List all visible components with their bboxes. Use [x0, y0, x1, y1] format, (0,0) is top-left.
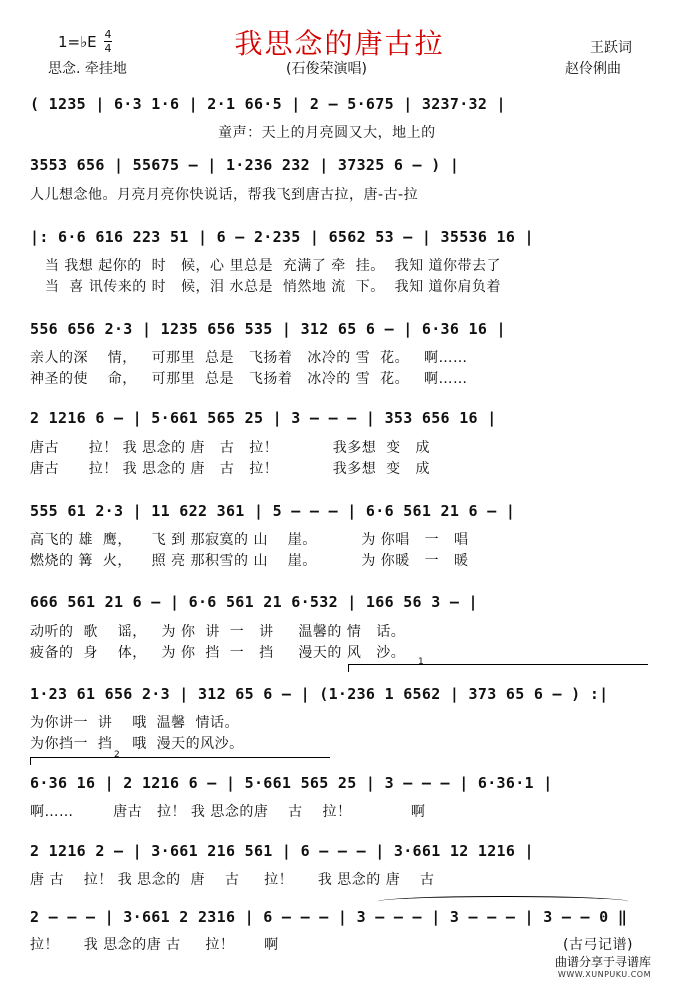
song-title: 我思念的唐古拉 [234, 27, 445, 60]
second-ending-bracket [30, 757, 330, 758]
lyric-row-3-verse-1: 当 我想 起你的 时 候，心 里总是 充满了 牵 挂。 我知 道你带去了 [30, 258, 502, 274]
notation-row-10: 2 1216 2 – | 3·661 216 561 | 6 – – – | 3·661 12 1216 | [30, 842, 534, 860]
final-tie-arc [378, 896, 628, 907]
lyric-row-6-verse-1: 高飞的 雄 鹰， 飞 到 那寂寞的 山 崖。 为 你唱 一 唱 [30, 532, 469, 548]
meter-top: 4 [104, 28, 112, 41]
lyric-row-2-verse-1: 人儿想念他。月亮月亮你快说话，帮我飞到唐古拉，唐-古-拉 [30, 187, 419, 203]
lyric-row-4-verse-1: 亲人的深 情， 可那里 总是 飞扬着 冰冷的 雪 花。 啊…… [30, 350, 468, 366]
first-ending-bracket [348, 664, 648, 665]
notation-row-2: 3553 656 | 55675 – | 1·236 232 | 37325 6 – ) | [30, 156, 460, 174]
singer: (石俊荣演唱) [286, 61, 367, 77]
notation-row-3: |: 6·6 616 223 51 | 6 – 2·235 | 6562 53 – | 35536 16 | [30, 228, 534, 246]
watermark-site: 曲谱分享于寻谱库 [554, 955, 651, 969]
performance-mood: 思念. 牵挂地 [48, 61, 127, 77]
key-signature: 1=♭E [58, 33, 97, 51]
lyric-row-5-verse-1: 唐古 拉！ 我 思念的 唐 古 拉！ 我多想 变 成 [30, 440, 430, 456]
second-ending-bracket-hook [30, 757, 31, 765]
lyric-row-3-verse-2: 当 喜 讯传来的 时 候，泪 水总是 悄然地 流 下。 我知 道你肩负着 [30, 279, 502, 295]
meter-bottom: 4 [104, 42, 112, 55]
lyric-row-4-verse-2: 神圣的使 命， 可那里 总是 飞扬着 冰冷的 雪 花。 啊…… [30, 371, 468, 387]
lyric-row-5-verse-2: 唐古 拉！ 我 思念的 唐 古 拉！ 我多想 变 成 [30, 461, 430, 477]
notation-row-4: 556 656 2·3 | 1235 656 535 | 312 65 6 – | 6·36 16 | [30, 320, 506, 338]
lyricist: 王跃词 [590, 40, 632, 56]
lyric-row-7-verse-1: 动听的 歌 谣， 为 你 讲 一 讲 温馨的 情 话。 [30, 624, 406, 640]
lyric-row-8-verse-2: 为你挡一 挡 哦 漫天的风沙。 [30, 736, 244, 752]
watermark [555, 953, 651, 979]
notation-row-11: 2 – – – | 3·661 2 2316 | 6 – – – | 3 – – – | 3 – – – | 3 – – 0 ‖ [30, 908, 628, 926]
notation-row-5: 2 1216 6 – | 5·661 565 25 | 3 – – – | 353 656 16 | [30, 409, 497, 427]
second-ending-number: 2 [114, 750, 120, 760]
lyric-row-9-verse-1: 啊…… 唐古 拉！ 我 思念的唐 古 拉！ 啊 [30, 804, 426, 820]
first-ending-bracket-hook [348, 664, 349, 672]
lyric-row-1-verse-1: 童声：天上的月亮圆又大，地上的 [30, 125, 436, 141]
notation-row-6: 555 61 2·3 | 11 622 361 | 5 – – – | 6·6 561 21 6 – | [30, 502, 516, 520]
transcriber-note: (古弓记谱) [563, 937, 633, 953]
notation-row-1: ( 1235 | 6·3 1·6 | 2·1 66·5 | 2 – 5·675 | 3237·32 | [30, 95, 506, 113]
notation-row-9: 6·36 16 | 2 1216 6 – | 5·661 565 25 | 3 – – – | 6·36·1 | [30, 774, 553, 792]
lyric-row-7-verse-2: 疲备的 身 体， 为 你 挡 一 挡 漫天的 风 沙。 [30, 645, 406, 661]
lyric-row-11-verse-1: 拉！ 我 思念的唐 古 拉！ 啊 [30, 937, 279, 953]
first-ending-number: 1 [418, 657, 424, 667]
lyric-row-6-verse-2: 燃烧的 篝 火， 照 亮 那积雪的 山 崖。 为 你暖 一 暖 [30, 553, 469, 569]
notation-row-7: 666 561 21 6 – | 6·6 561 21 6·532 | 166 56 3 – | [30, 593, 478, 611]
watermark-url: WWW.XUNPUKU.COM [557, 970, 651, 979]
lyric-row-10-verse-1: 唐 古 拉！ 我 思念的 唐 古 拉！ 我 思念的 唐 古 [30, 872, 435, 888]
lyric-row-8-verse-1: 为你讲一 讲 哦 温馨 情话。 [30, 715, 240, 731]
composer: 赵伶俐曲 [565, 61, 621, 77]
notation-row-8: 1·23 61 656 2·3 | 312 65 6 – | (1·236 1 6562 | 373 65 6 – ) :| [30, 685, 609, 703]
